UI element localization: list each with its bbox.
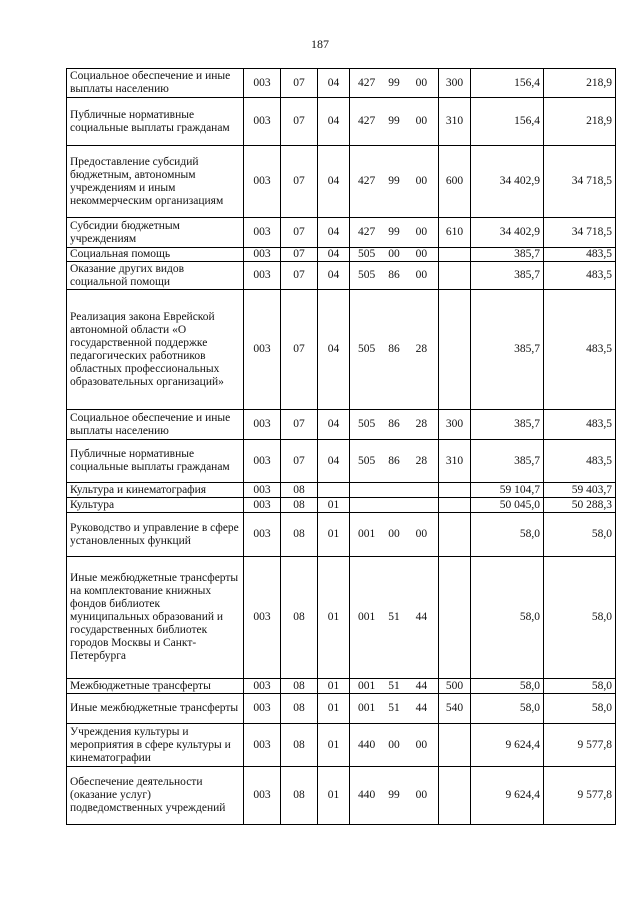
amount-year2-cell: 34 718,5 <box>544 146 616 218</box>
table-row <box>67 218 616 248</box>
target-article-part: 505 <box>358 454 376 467</box>
ved-code-cell: 003 <box>244 513 281 557</box>
row-name-cell: Публичные нормативные социальные выплаты гражданам <box>67 440 244 483</box>
expense-type-cell: 300 <box>439 410 471 440</box>
subsection-code-cell <box>318 483 350 498</box>
amount-year1-cell: 9 624,4 <box>471 724 544 767</box>
expense-type-cell: 540 <box>439 694 471 724</box>
amount-year2-cell: 58,0 <box>544 513 616 557</box>
row-name-cell: Социальное обеспечение и иные выплаты населению <box>67 69 244 98</box>
amount-year2-cell: 50 288,3 <box>544 498 616 513</box>
target-article-part: 99 <box>388 76 400 89</box>
ved-code-cell: 003 <box>244 440 281 483</box>
expense-type-cell: 310 <box>439 98 471 146</box>
subsection-code-cell: 04 <box>318 146 350 218</box>
table-row <box>67 69 616 98</box>
row-name-cell: Социальная помощь <box>67 248 244 262</box>
target-article-part: 427 <box>358 76 376 89</box>
expense-type-cell: 300 <box>439 69 471 98</box>
table-row <box>67 694 616 724</box>
page-number: 187 <box>311 37 329 51</box>
amount-year1-cell: 34 402,9 <box>471 146 544 218</box>
amount-year2-cell: 58,0 <box>544 679 616 694</box>
row-name-cell: Обеспечение деятельности (оказание услуг) подведомственных учреждений <box>67 767 244 825</box>
target-article-part: 427 <box>358 175 376 187</box>
subsection-code-cell: 01 <box>318 767 350 825</box>
section-code-cell: 08 <box>281 724 318 767</box>
row-name-cell: Культура и кинематография <box>67 483 244 498</box>
target-article-part: 505 <box>358 343 376 355</box>
row-name-cell: Культура <box>67 498 244 513</box>
subsection-code-cell: 04 <box>318 98 350 146</box>
section-code-cell: 08 <box>281 767 318 825</box>
expense-type-cell <box>439 498 471 513</box>
amount-year2-cell: 58,0 <box>544 557 616 679</box>
ved-code-cell: 003 <box>244 767 281 825</box>
target-article-part: 00 <box>415 76 428 89</box>
table-row <box>67 557 616 679</box>
amount-year2-cell: 483,5 <box>544 410 616 440</box>
target-article-part: 00 <box>388 528 400 540</box>
section-code-cell: 08 <box>281 483 318 498</box>
budget-table <box>66 68 616 825</box>
section-code-cell: 07 <box>281 262 318 290</box>
target-article-part: 86 <box>388 343 400 355</box>
amount-year2-cell: 218,9 <box>544 98 616 146</box>
section-code-cell: 07 <box>281 98 318 146</box>
row-name-cell: Предоставление субсидий бюджетным, автономным учреждениям и иным некоммерческим организациям <box>67 146 244 218</box>
target-article-part: 99 <box>388 175 400 187</box>
amount-year1-cell: 58,0 <box>471 694 544 724</box>
row-name-cell: Учреждения культуры и мероприятия в сфере культуры и кинематографии <box>67 724 244 767</box>
amount-year1-cell: 34 402,9 <box>471 218 544 248</box>
target-article-part: 001 <box>358 611 376 623</box>
section-code-cell: 08 <box>281 694 318 724</box>
target-article-part: 00 <box>388 248 400 260</box>
subsection-code-cell: 01 <box>318 498 350 513</box>
target-article-part: 28 <box>415 343 428 355</box>
row-name-cell: Социальное обеспечение и иные выплаты населению <box>67 410 244 440</box>
amount-year1-cell: 385,7 <box>471 262 544 290</box>
subsection-code-cell: 01 <box>318 679 350 694</box>
amount-year1-cell: 156,4 <box>471 98 544 146</box>
target-article-part: 00 <box>415 789 428 801</box>
section-code-cell: 08 <box>281 498 318 513</box>
table-row <box>67 679 616 694</box>
target-article-part: 00 <box>388 738 400 751</box>
amount-year1-cell: 58,0 <box>471 513 544 557</box>
amount-year1-cell: 385,7 <box>471 410 544 440</box>
target-article-cell <box>350 218 439 248</box>
ved-code-cell: 003 <box>244 498 281 513</box>
table-row <box>67 290 616 410</box>
amount-year1-cell: 385,7 <box>471 290 544 410</box>
target-article-part: 427 <box>358 115 376 127</box>
expense-type-cell <box>439 483 471 498</box>
expense-type-cell: 310 <box>439 440 471 483</box>
section-code-cell: 07 <box>281 290 318 410</box>
target-article-part: 00 <box>415 528 428 540</box>
target-article-cell <box>350 440 439 483</box>
target-article-part: 44 <box>415 611 428 623</box>
target-article-part: 00 <box>415 738 428 751</box>
target-article-part: 86 <box>388 454 400 467</box>
target-article-part: 505 <box>358 248 376 260</box>
target-article-part: 51 <box>388 679 400 692</box>
amount-year1-cell: 9 624,4 <box>471 767 544 825</box>
ved-code-cell: 003 <box>244 248 281 262</box>
target-article-cell <box>350 290 439 410</box>
expense-type-cell <box>439 262 471 290</box>
target-article-part: 86 <box>388 269 400 281</box>
table-row <box>67 513 616 557</box>
subsection-code-cell: 04 <box>318 290 350 410</box>
ved-code-cell: 003 <box>244 483 281 498</box>
target-article-part: 00 <box>415 269 428 281</box>
subsection-code-cell: 04 <box>318 69 350 98</box>
ved-code-cell: 003 <box>244 69 281 98</box>
target-article-cell <box>350 767 439 825</box>
target-article-cell <box>350 557 439 679</box>
table-row <box>67 767 616 825</box>
amount-year1-cell: 50 045,0 <box>471 498 544 513</box>
target-article-part: 99 <box>388 115 400 127</box>
table-row <box>67 483 616 498</box>
expense-type-cell: 600 <box>439 146 471 218</box>
target-article-part: 440 <box>358 738 376 751</box>
section-code-cell: 08 <box>281 557 318 679</box>
ved-code-cell: 003 <box>244 262 281 290</box>
section-code-cell: 07 <box>281 69 318 98</box>
expense-type-cell: 500 <box>439 679 471 694</box>
expense-type-cell <box>439 767 471 825</box>
subsection-code-cell: 04 <box>318 262 350 290</box>
amount-year1-cell: 58,0 <box>471 679 544 694</box>
amount-year2-cell: 483,5 <box>544 262 616 290</box>
target-article-cell <box>350 69 439 98</box>
amount-year2-cell: 9 577,8 <box>544 724 616 767</box>
subsection-code-cell: 04 <box>318 410 350 440</box>
target-article-part: 99 <box>388 226 400 238</box>
target-article-cell <box>350 498 439 513</box>
target-article-part: 44 <box>415 702 428 714</box>
section-code-cell: 07 <box>281 248 318 262</box>
target-article-part: 00 <box>415 115 428 127</box>
section-code-cell: 07 <box>281 218 318 248</box>
subsection-code-cell: 04 <box>318 440 350 483</box>
target-article-part: 00 <box>415 248 428 260</box>
target-article-part: 00 <box>415 175 428 187</box>
expense-type-cell <box>439 513 471 557</box>
target-article-part: 86 <box>388 418 400 430</box>
table-row <box>67 98 616 146</box>
subsection-code-cell: 04 <box>318 218 350 248</box>
ved-code-cell: 003 <box>244 410 281 440</box>
target-article-part: 001 <box>358 679 376 692</box>
target-article-part: 51 <box>388 611 400 623</box>
target-article-part: 00 <box>415 226 428 238</box>
section-code-cell: 07 <box>281 440 318 483</box>
target-article-cell <box>350 483 439 498</box>
row-name-cell: Субсидии бюджетным учреждениям <box>67 218 244 248</box>
section-code-cell: 07 <box>281 410 318 440</box>
row-name-cell: Руководство и управление в сфере установленных функций <box>67 513 244 557</box>
target-article-part: 440 <box>358 789 376 801</box>
target-article-cell <box>350 679 439 694</box>
section-code-cell: 08 <box>281 679 318 694</box>
ved-code-cell: 003 <box>244 98 281 146</box>
subsection-code-cell: 01 <box>318 694 350 724</box>
expense-type-cell <box>439 290 471 410</box>
target-article-part: 427 <box>358 226 376 238</box>
amount-year1-cell: 385,7 <box>471 440 544 483</box>
target-article-cell <box>350 724 439 767</box>
table-row <box>67 498 616 513</box>
amount-year2-cell: 34 718,5 <box>544 218 616 248</box>
amount-year2-cell: 483,5 <box>544 440 616 483</box>
row-name-cell: Межбюджетные трансферты <box>67 679 244 694</box>
expense-type-cell: 610 <box>439 218 471 248</box>
section-code-cell: 07 <box>281 146 318 218</box>
target-article-part: 44 <box>415 679 428 692</box>
ved-code-cell: 003 <box>244 146 281 218</box>
amount-year1-cell: 156,4 <box>471 69 544 98</box>
target-article-cell <box>350 694 439 724</box>
target-article-part: 505 <box>358 269 376 281</box>
target-article-part: 99 <box>388 789 400 801</box>
subsection-code-cell: 01 <box>318 557 350 679</box>
row-name-cell: Реализация закона Еврейской автономной области «О государственной поддержке педагогических работников областных профессиональных образовательных организаций» <box>67 290 244 410</box>
amount-year2-cell: 483,5 <box>544 290 616 410</box>
amount-year1-cell: 58,0 <box>471 557 544 679</box>
row-name-cell: Публичные нормативные социальные выплаты гражданам <box>67 98 244 146</box>
ved-code-cell: 003 <box>244 679 281 694</box>
target-article-cell <box>350 248 439 262</box>
expense-type-cell <box>439 557 471 679</box>
target-article-part: 001 <box>358 528 376 540</box>
target-article-part: 28 <box>415 454 428 467</box>
ved-code-cell: 003 <box>244 290 281 410</box>
ved-code-cell: 003 <box>244 724 281 767</box>
amount-year1-cell: 385,7 <box>471 248 544 262</box>
amount-year2-cell: 218,9 <box>544 69 616 98</box>
table-row <box>67 724 616 767</box>
row-name-cell: Иные межбюджетные трансферты <box>67 694 244 724</box>
table-row <box>67 410 616 440</box>
expense-type-cell <box>439 248 471 262</box>
amount-year2-cell: 59 403,7 <box>544 483 616 498</box>
subsection-code-cell: 01 <box>318 724 350 767</box>
target-article-part: 505 <box>358 418 376 430</box>
target-article-cell <box>350 262 439 290</box>
target-article-cell <box>350 146 439 218</box>
amount-year2-cell: 483,5 <box>544 248 616 262</box>
row-name-cell: Оказание других видов социальной помощи <box>67 262 244 290</box>
table-row <box>67 262 616 290</box>
target-article-cell <box>350 513 439 557</box>
table-row <box>67 146 616 218</box>
target-article-part: 51 <box>388 702 400 714</box>
amount-year1-cell: 59 104,7 <box>471 483 544 498</box>
subsection-code-cell: 04 <box>318 248 350 262</box>
table-row <box>67 248 616 262</box>
target-article-part: 28 <box>415 418 428 430</box>
row-name-cell: Иные межбюджетные трансферты на комплектование книжных фондов библиотек муниципальных образований и государственных библиотек городов Москвы и Санкт-Петербурга <box>67 557 244 679</box>
subsection-code-cell: 01 <box>318 513 350 557</box>
target-article-cell <box>350 410 439 440</box>
section-code-cell: 08 <box>281 513 318 557</box>
target-article-part: 001 <box>358 702 376 714</box>
table-row <box>67 440 616 483</box>
ved-code-cell: 003 <box>244 694 281 724</box>
expense-type-cell <box>439 724 471 767</box>
ved-code-cell: 003 <box>244 218 281 248</box>
target-article-cell <box>350 98 439 146</box>
amount-year2-cell: 9 577,8 <box>544 767 616 825</box>
ved-code-cell: 003 <box>244 557 281 679</box>
amount-year2-cell: 58,0 <box>544 694 616 724</box>
